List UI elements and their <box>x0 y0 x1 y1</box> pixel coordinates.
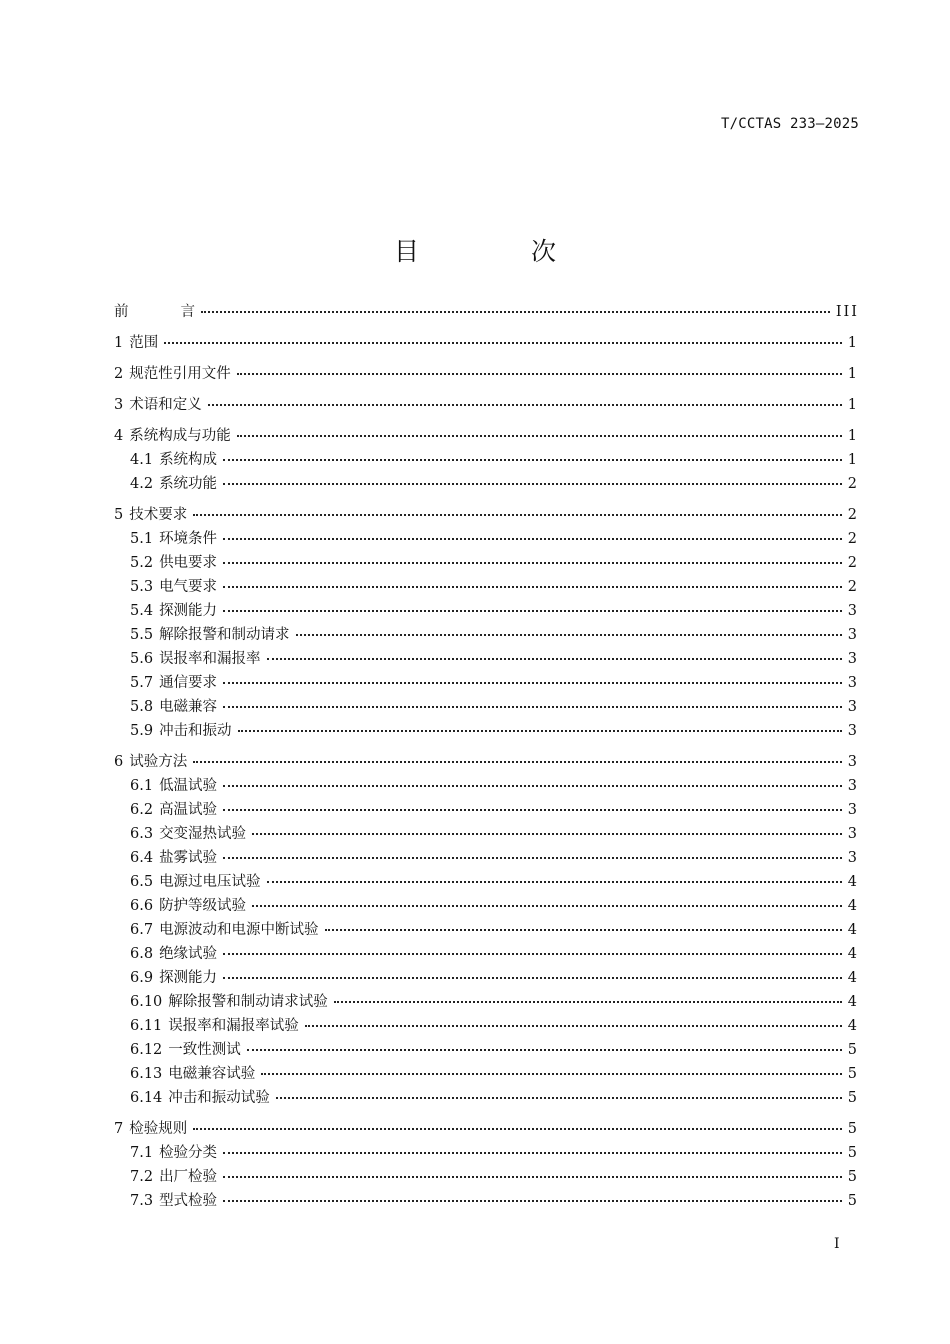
toc-entry-label: 环境条件 <box>159 531 218 547</box>
toc-entry-label: 电磁兼容 <box>159 699 218 715</box>
toc-entry-number: 1 <box>114 335 124 351</box>
dot-leader <box>223 1175 842 1178</box>
toc-entry-number: 4 <box>114 428 124 444</box>
page-title: 目 次 <box>394 237 608 266</box>
toc-entry-number: 6.5 <box>130 874 154 890</box>
toc-entry-page: III <box>835 304 859 320</box>
toc-entry-page: 3 <box>847 723 859 739</box>
toc-entry-page: 5 <box>847 1042 859 1058</box>
dot-leader <box>237 372 842 375</box>
toc-entry[interactable] <box>114 551 859 575</box>
toc-entry-page: 4 <box>847 898 859 914</box>
toc-entry-label: 防护等级试验 <box>159 898 247 914</box>
dot-leader <box>276 1096 842 1099</box>
toc-entry-number: 5 <box>114 507 124 523</box>
toc-entry-page: 1 <box>847 335 859 351</box>
toc-entry-page: 5 <box>847 1169 859 1185</box>
toc-entry-number: 6.10 <box>130 994 163 1010</box>
toc-entry-page: 3 <box>847 651 859 667</box>
dot-leader <box>252 904 842 907</box>
toc-entry-number: 5.3 <box>130 579 154 595</box>
dot-leader <box>223 1199 842 1202</box>
toc-entry-number: 6.12 <box>130 1042 163 1058</box>
toc-entry-label: 范围 <box>129 335 159 351</box>
toc-entry-number: 6.3 <box>130 826 154 842</box>
toc-entry-number: 6.2 <box>130 802 154 818</box>
toc-entry-number: 6.4 <box>130 850 154 866</box>
dot-leader <box>238 729 842 732</box>
dot-leader <box>223 1151 842 1154</box>
toc-entry[interactable] <box>114 1141 859 1165</box>
toc-entry-label: 解除报警和制动请求 <box>159 627 290 643</box>
toc-entry[interactable] <box>114 1117 859 1141</box>
toc-entry-number: 6 <box>114 754 124 770</box>
toc-entry[interactable] <box>114 990 859 1014</box>
toc-entry-label: 冲击和振动试验 <box>168 1090 270 1106</box>
toc-entry-label: 供电要求 <box>159 555 218 571</box>
toc-entry[interactable] <box>114 671 859 695</box>
table-of-contents <box>114 300 859 1213</box>
document-code: T/CCTAS 233—2025 <box>720 116 859 132</box>
toc-entry-page: 4 <box>847 970 859 986</box>
dot-leader <box>223 537 842 540</box>
toc-entry-number: 3 <box>114 397 124 413</box>
toc-entry-page: 2 <box>847 476 859 492</box>
toc-entry-page: 3 <box>847 754 859 770</box>
dot-leader <box>208 403 842 406</box>
dot-leader <box>223 585 842 588</box>
toc-entry[interactable] <box>114 424 859 448</box>
toc-entry-number: 6.1 <box>130 778 154 794</box>
toc-entry-label: 盐雾试验 <box>159 850 218 866</box>
toc-entry-label: 型式检验 <box>159 1193 218 1209</box>
dot-leader <box>261 1072 841 1075</box>
toc-entry[interactable] <box>114 362 859 386</box>
toc-entry-page: 3 <box>847 675 859 691</box>
toc-entry-label: 电源过电压试验 <box>159 874 261 890</box>
toc-entry-number: 5.6 <box>130 651 154 667</box>
toc-entry-number: 6.9 <box>130 970 154 986</box>
toc-entry-number: 6.8 <box>130 946 154 962</box>
toc-entry[interactable] <box>114 647 859 671</box>
toc-entry-page: 3 <box>847 778 859 794</box>
toc-entry[interactable] <box>114 1165 859 1189</box>
toc-entry-page: 5 <box>847 1193 859 1209</box>
toc-entry[interactable] <box>114 300 859 324</box>
toc-entry-label: 系统功能 <box>159 476 218 492</box>
toc-entry-page: 4 <box>847 946 859 962</box>
toc-entry-page: 2 <box>847 531 859 547</box>
toc-entry[interactable] <box>114 1014 859 1038</box>
toc-entry-label: 电气要求 <box>159 579 218 595</box>
toc-entry-page: 3 <box>847 850 859 866</box>
toc-entry[interactable] <box>114 695 859 719</box>
toc-entry[interactable] <box>114 472 859 496</box>
dot-leader <box>267 880 842 883</box>
dot-leader <box>223 681 842 684</box>
toc-entry-label: 术语和定义 <box>129 397 202 413</box>
toc-entry-label: 试验方法 <box>129 754 188 770</box>
toc-entry[interactable] <box>114 870 859 894</box>
toc-entry-number: 5.9 <box>130 723 154 739</box>
page-number: I <box>834 1236 840 1252</box>
toc-entry-label: 系统构成与功能 <box>129 428 231 444</box>
dot-leader <box>223 856 842 859</box>
toc-entry-label: 前言 <box>114 304 247 320</box>
dot-leader <box>223 976 842 979</box>
dot-leader <box>223 561 842 564</box>
toc-entry[interactable] <box>114 894 859 918</box>
toc-entry-page: 1 <box>847 397 859 413</box>
toc-entry-page: 1 <box>847 452 859 468</box>
dot-leader <box>223 609 842 612</box>
toc-entry-label: 检验规则 <box>129 1121 188 1137</box>
toc-entry-label: 通信要求 <box>159 675 218 691</box>
toc-entry-page: 3 <box>847 627 859 643</box>
dot-leader <box>325 928 842 931</box>
toc-entry[interactable] <box>114 798 859 822</box>
toc-entry-page: 2 <box>847 555 859 571</box>
toc-entry[interactable] <box>114 331 859 355</box>
dot-leader <box>223 952 842 955</box>
toc-entry-label: 误报率和漏报率试验 <box>168 1018 299 1034</box>
toc-entry-number: 5.1 <box>130 531 154 547</box>
toc-entry-number: 6.13 <box>130 1066 163 1082</box>
dot-leader <box>223 784 842 787</box>
toc-entry-page: 5 <box>847 1066 859 1082</box>
toc-entry-label: 绝缘试验 <box>159 946 218 962</box>
toc-entry[interactable] <box>114 623 859 647</box>
toc-entry-number: 7.2 <box>130 1169 154 1185</box>
toc-entry[interactable] <box>114 393 859 417</box>
toc-entry-page: 2 <box>847 507 859 523</box>
toc-entry-number: 5.7 <box>130 675 154 691</box>
dot-leader <box>247 1048 842 1051</box>
dot-leader <box>305 1024 842 1027</box>
dot-leader <box>193 513 842 516</box>
toc-entry-page: 5 <box>847 1090 859 1106</box>
toc-entry[interactable] <box>114 774 859 798</box>
toc-entry-number: 5.8 <box>130 699 154 715</box>
toc-entry-number: 7 <box>114 1121 124 1137</box>
toc-entry-label: 出厂检验 <box>159 1169 218 1185</box>
toc-entry[interactable] <box>114 822 859 846</box>
dot-leader <box>334 1000 842 1003</box>
toc-entry-number: 5.2 <box>130 555 154 571</box>
toc-entry[interactable] <box>114 719 859 743</box>
toc-entry-label: 误报率和漏报率 <box>159 651 261 667</box>
toc-entry-number: 7.3 <box>130 1193 154 1209</box>
toc-entry-page: 4 <box>847 922 859 938</box>
dot-leader <box>296 633 842 636</box>
toc-entry-page: 4 <box>847 994 859 1010</box>
toc-entry-page: 5 <box>847 1121 859 1137</box>
toc-entry-number: 5.4 <box>130 603 154 619</box>
toc-entry-label: 解除报警和制动请求试验 <box>168 994 328 1010</box>
toc-entry[interactable] <box>114 1062 859 1086</box>
toc-entry-page: 3 <box>847 699 859 715</box>
toc-entry-number: 6.11 <box>130 1018 163 1034</box>
toc-entry-label: 规范性引用文件 <box>129 366 231 382</box>
toc-entry-label: 电磁兼容试验 <box>168 1066 256 1082</box>
toc-entry-label: 低温试验 <box>159 778 218 794</box>
toc-entry-number: 5.5 <box>130 627 154 643</box>
toc-entry-label: 探测能力 <box>159 970 218 986</box>
toc-entry[interactable] <box>114 503 859 527</box>
toc-entry-number: 6.7 <box>130 922 154 938</box>
dot-leader <box>252 832 842 835</box>
dot-leader <box>223 808 842 811</box>
toc-entry-page: 1 <box>847 366 859 382</box>
toc-entry-page: 4 <box>847 874 859 890</box>
toc-entry[interactable] <box>114 575 859 599</box>
toc-entry-label: 交变湿热试验 <box>159 826 247 842</box>
dot-leader <box>164 341 842 344</box>
toc-entry-page: 3 <box>847 826 859 842</box>
toc-entry[interactable] <box>114 1038 859 1062</box>
toc-entry-label: 技术要求 <box>129 507 188 523</box>
toc-entry-label: 检验分类 <box>159 1145 218 1161</box>
toc-entry-label: 系统构成 <box>159 452 218 468</box>
dot-leader <box>267 657 842 660</box>
toc-entry-page: 3 <box>847 802 859 818</box>
toc-entry-page: 2 <box>847 579 859 595</box>
toc-entry-page: 4 <box>847 1018 859 1034</box>
dot-leader <box>223 705 842 708</box>
toc-entry[interactable] <box>114 527 859 551</box>
toc-entry[interactable] <box>114 942 859 966</box>
toc-entry[interactable] <box>114 1086 859 1110</box>
toc-entry-number: 4.2 <box>130 476 154 492</box>
dot-leader <box>193 1127 842 1130</box>
dot-leader <box>193 760 842 763</box>
toc-entry-number: 6.14 <box>130 1090 163 1106</box>
toc-entry-label: 电源波动和电源中断试验 <box>159 922 319 938</box>
toc-entry-page: 3 <box>847 603 859 619</box>
toc-entry[interactable] <box>114 966 859 990</box>
toc-entry[interactable] <box>114 599 859 623</box>
dot-leader <box>201 310 830 313</box>
toc-entry-label: 高温试验 <box>159 802 218 818</box>
toc-entry-label: 探测能力 <box>159 603 218 619</box>
toc-entry-number: 6.6 <box>130 898 154 914</box>
dot-leader <box>223 458 842 461</box>
toc-entry-number: 2 <box>114 366 124 382</box>
toc-entry-label: 一致性测试 <box>168 1042 241 1058</box>
toc-entry[interactable] <box>114 918 859 942</box>
toc-entry[interactable] <box>114 1189 859 1213</box>
toc-entry-number: 4.1 <box>130 452 154 468</box>
toc-entry[interactable] <box>114 846 859 870</box>
toc-entry-page: 5 <box>847 1145 859 1161</box>
toc-entry[interactable] <box>114 448 859 472</box>
toc-entry-label: 冲击和振动 <box>159 723 232 739</box>
toc-entry-number: 7.1 <box>130 1145 154 1161</box>
toc-entry-page: 1 <box>847 428 859 444</box>
toc-entry[interactable] <box>114 750 859 774</box>
dot-leader <box>223 482 842 485</box>
dot-leader <box>237 434 842 437</box>
